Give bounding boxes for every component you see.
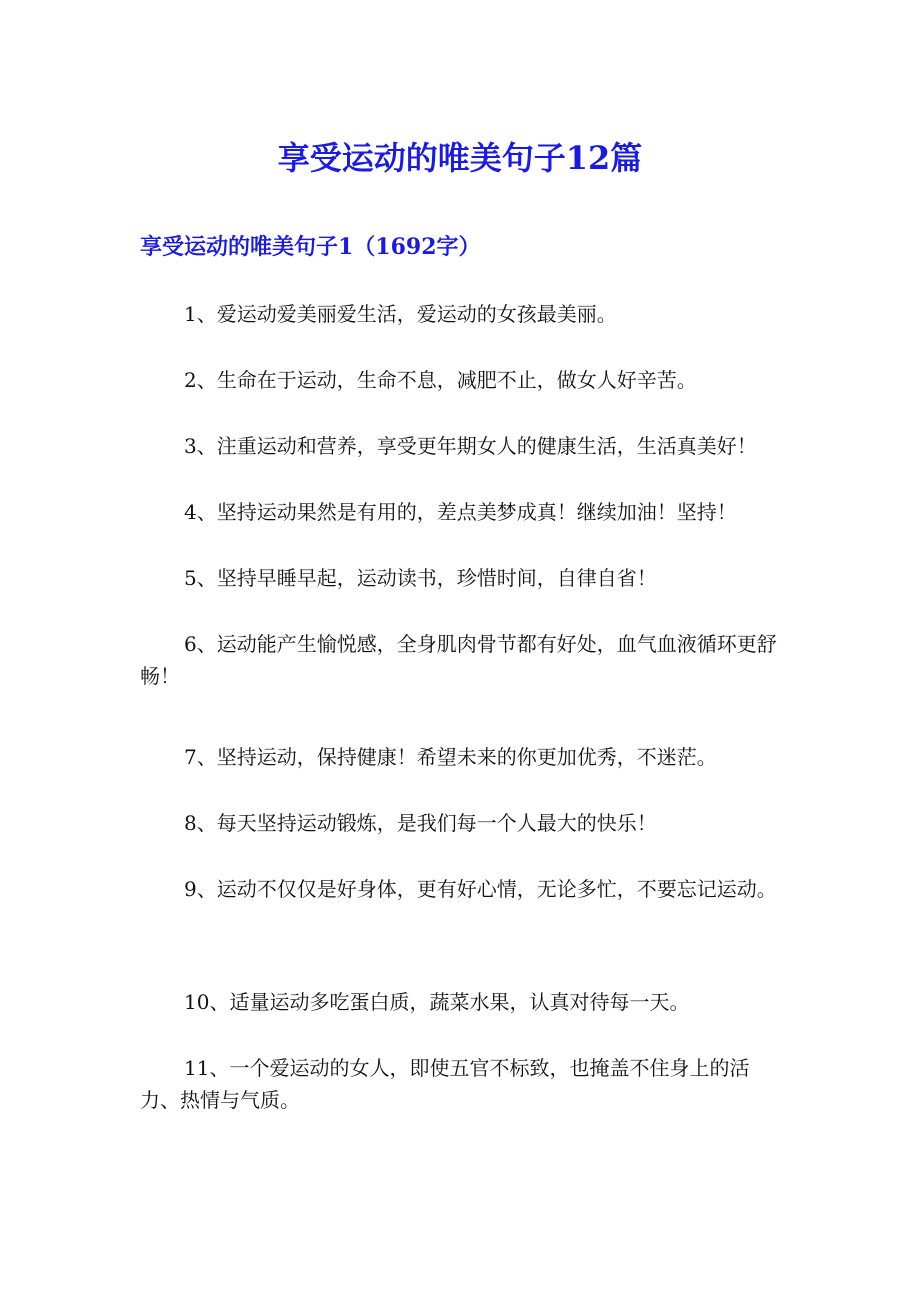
sentence-3: 3、注重运动和营养，享受更年期女人的健康生活，生活真美好！ <box>184 434 757 458</box>
sentence-10: 10、适量运动多吃蛋白质，蔬菜水果，认真对待每一天。 <box>184 990 690 1014</box>
sentence-4: 4、坚持运动果然是有用的，差点美梦成真！继续加油！坚持！ <box>184 500 737 524</box>
sentence-7: 7、坚持运动，保持健康！希望未来的你更加优秀，不迷茫。 <box>184 745 717 769</box>
sentence-8: 8、每天坚持运动锻炼，是我们每一个人最大的快乐！ <box>184 811 657 835</box>
document-title: 享受运动的唯美句子12篇 <box>277 139 643 177</box>
sentence-1: 1、爱运动爱美丽爱生活，爱运动的女孩最美丽。 <box>184 302 617 326</box>
sentence-11: 11、一个爱运动的女人，即使五官不标致，也掩盖不住身上的活力、热情与气质。 <box>140 1056 750 1112</box>
sentence-2: 2、生命在于运动，生命不息，减肥不止，做女人好辛苦。 <box>184 368 697 392</box>
sentence-9: 9、运动不仅仅是好身体，更有好心情，无论多忙，不要忘记运动。 <box>184 877 777 901</box>
sentence-6: 6、运动能产生愉悦感，全身肌肉骨节都有好处，血气血液循环更舒畅！ <box>140 632 777 688</box>
section-heading: 享受运动的唯美句子1（1692字） <box>140 234 481 260</box>
sentence-5: 5、坚持早睡早起，运动读书，珍惜时间，自律自省！ <box>184 566 657 590</box>
